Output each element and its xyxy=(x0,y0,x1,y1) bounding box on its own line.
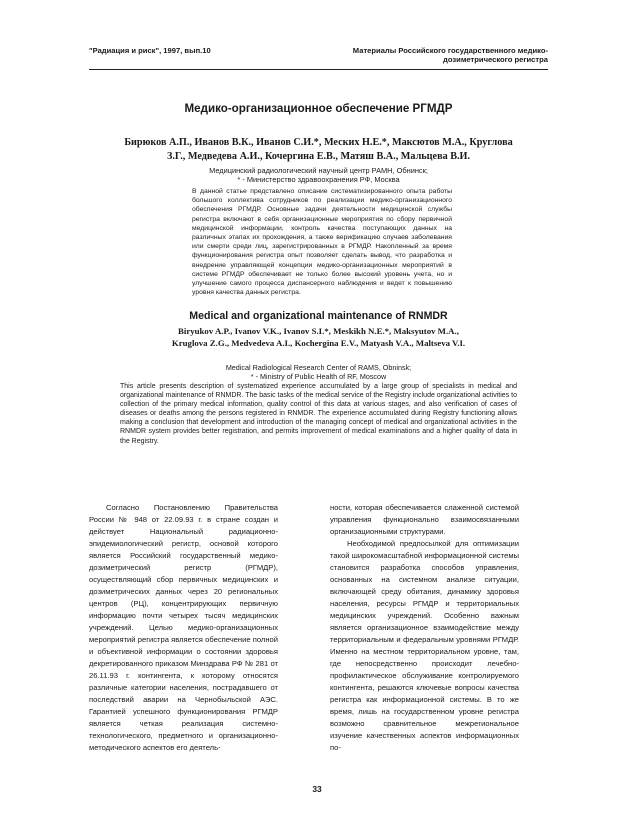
running-header-section: Материалы Российского государственного медико-дозиметрического регистра xyxy=(352,46,548,64)
authors-ru: Бирюков А.П., Иванов В.К., Иванов С.И.*, Меских Н.Е.*, Максютов М.А., Круглова З.Г., Медведева А.И., Кочергина Е.В., Матяш В.А., Мальцева В.И. xyxy=(124,137,513,162)
article-title-en: Medical and organizational maintenance of RNMDR xyxy=(189,310,448,322)
running-header-journal: "Радиация и риск", 1997, вып.10 xyxy=(89,46,211,55)
body-paragraph: Согласно Постановлению Правительства России № 948 от 22.09.93 г. в стране создан и действует Национальный радиационно-эпидемиологический регистр, основой которого является Российский государственный медико-дозиметрический регистр (РГМДР), осуществляющий сбор первичных медицинских и дозиметрических данных через 20 региональных центров (РЦ), концентрирующих первичную информацию почти четырех тысяч медицинских учреждений. Целью медико-организационных мероприятий регистра является обеспечение полной и объективной информации о состоянии здоровья декретированного приказом Минздрава РФ № 281 от 26.11.93 г. контингента, к которому относятся различные категории населения, пострадавшего от последствий аварии на Чернобыльской АЭС. Гарантией успешного функционирования РГМДР является четкая реализация системно-технологического, предметного и организационно-методического аспектов его деятель- xyxy=(89,503,278,752)
abstract-en: This article presents description of systematized experience accumulated by a large group of specialists in medical and organizational maintenance of RNMDR. The basic tasks of the medical service of the Registry include organizational activities to collection of the primary medical information, quality control of this data at various stages, and also verification of cases of diseases or deaths among the persons registered in RNMDR. The experience accumulated during Registry functioning allows making a conclusion that development and introduction of the managing concept of medical and organizational activities in the RNMDR system provides better registration, and permits improvement of medical examinations and a higher quality of data in the Registry. xyxy=(120,383,517,445)
affiliation-ru-line-1: Медицинский радиологический научный центр РАМН, Обнинск; xyxy=(209,166,428,175)
affiliation-ru xyxy=(120,166,517,184)
header-divider xyxy=(89,69,548,70)
body-paragraph: ности, которая обеспечивается слаженной системой управления функционально взаимосвязанными организационными структурами. xyxy=(330,503,519,536)
affiliation-en-line-1: Medical Radiological Research Center of RAMS, Obninsk; xyxy=(225,363,412,372)
authors-en: Biryukov A.P., Ivanov V.K., Ivanov S.I.*, Meskikh N.E.*, Maksyutov M.A., Kruglova Z.G., Medvedeva A.I., Kochergina E.V., Matyash V.A., Maltseva V.I. xyxy=(171,326,466,348)
affiliation-ru-line-2: * - Министерство здравоохранения РФ, Москва xyxy=(237,175,400,185)
abstract-ru: В данной статье представлено описание систематизированного опыта работы большого коллектива сотрудников по реализации медико-организационного обеспечения РГМДР. Основные задачи деятельности медицинской службы регистра включают в себя организационные мероприятия по сбору первичной медицинской информации, контроль качества поступающих данных на различных этапах их прохождения, а также верификацию случаев заболевания или смерти среди лиц, зарегистрированных в РГМДР. Накопленный за время функционирования регистра опыт позволяет сделать вывод, что разработка и внедрение управляющей концепции медико-организационных мероприятий в системе РГМДР обеспечивает не только более высокий уровень учета, но и улучшение самого процесса диспансерного наблюдения и ведет к повышению уровня качества данных регистра. xyxy=(192,188,452,297)
body-column-right xyxy=(330,502,519,754)
affiliation-en xyxy=(120,363,517,381)
page-number: 33 xyxy=(312,784,322,794)
body-paragraph: Необходимой предпосылкой для оптимизации такой широкомасштабной информационной системы становится разработка способов управления, основанных на системном анализе ситуации, включающей среду обитания, динамику здоровья населения, ресурсы РГМДР и территориальных медицинских учреждений. Особенно важным является организационное взаимодействие между территориальным и федеральным уровнями РГМДР. Именно на местном территориальном уровне, там, где непосредственно происходит лечебно-профилактическое обслуживание контролируемого контингента, решаются ключевые вопросы качества регистра как информационной системы. В то же время, лишь на государственном уровне регистра возможно сравнительное межрегиональное изучение качественных аспектов информационных по- xyxy=(330,539,519,752)
article-title-ru: Медико-организационное обеспечение РГМДР xyxy=(184,102,453,115)
body-column-left xyxy=(89,502,278,754)
affiliation-en-line-2: * - Ministry of Public Health of RF, Moscow xyxy=(250,372,387,382)
